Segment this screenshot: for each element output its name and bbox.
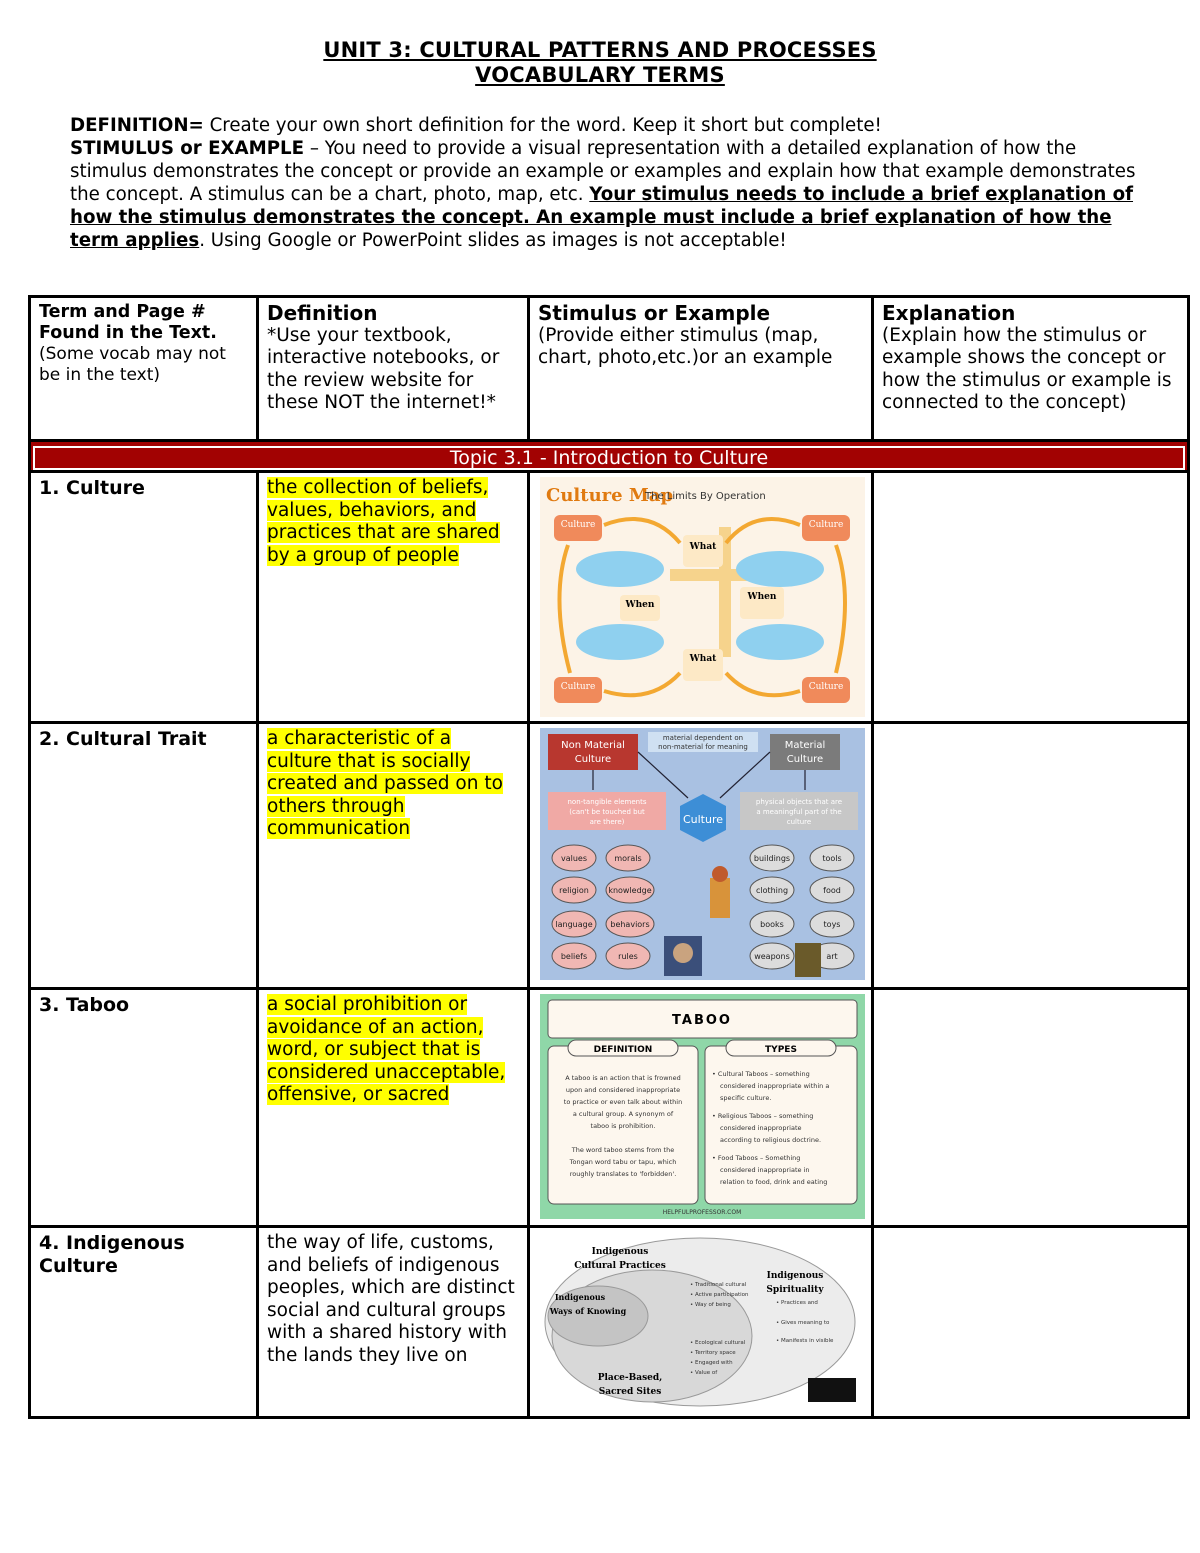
svg-text:• Way of being: • Way of being [690,1302,731,1308]
svg-text:Indigenous: Indigenous [766,1271,824,1281]
svg-text:• Value of: • Value of [690,1370,718,1376]
header-definition-note: *Use your textbook, interactive notebooks, or the review website for these NOT the internet!* [267,324,500,414]
svg-text:• Traditional cultural: • Traditional cultural [690,1282,747,1288]
header-explanation-title: Explanation [882,301,1016,325]
header-stimulus-cell [529,297,873,441]
svg-text:HELPFULPROFESSOR.COM: HELPFULPROFESSOR.COM [662,1209,742,1216]
header-explanation-note: (Explain how the stimulus or example shows the concept or how the stimulus or example is connected to the concept) [882,324,1172,414]
svg-text:values: values [560,854,588,863]
term-label: 2. Cultural Trait [39,728,207,750]
svg-text:• Manifests in visible: • Manifests in visible [776,1338,834,1344]
svg-text:specific culture.: specific culture. [720,1094,772,1102]
definition-label: DEFINITION= [70,115,204,136]
svg-text:food: food [823,886,841,895]
svg-text:a cultural group. A synonym of: a cultural group. A synonym of [572,1110,674,1118]
svg-text:considered inappropriate in: considered inappropriate in [720,1166,810,1174]
svg-text:weapons: weapons [754,952,790,961]
svg-text:relation to food, drink and ea: relation to food, drink and eating [720,1178,828,1186]
svg-text:• Practices and: • Practices and [776,1300,818,1306]
svg-text:Sacred Sites: Sacred Sites [598,1387,662,1397]
svg-text:to practice or even talk about: to practice or even talk about within [563,1098,683,1106]
topic-banner: Topic 3.1 - Introduction to Culture [30,441,1189,472]
stimulus-cell [529,1227,873,1418]
definition-text: the collection of beliefs, values, behaviors, and practices that are shared by a group of people [267,477,500,566]
explanation-cell[interactable] [873,472,1189,723]
svg-text:Spirituality: Spirituality [766,1285,824,1295]
svg-text:Culture: Culture [560,520,596,530]
definition-cell [258,989,529,1227]
svg-text:The word taboo stems from the: The word taboo stems from the [571,1146,675,1154]
term-label: 4. Indigenous Culture [39,1232,185,1277]
svg-text:upon and considered inappropri: upon and considered inappropriate [565,1086,681,1094]
instructions [70,114,1140,252]
svg-text:physical objects that are: physical objects that are [755,798,843,806]
svg-text:Indigenous: Indigenous [554,1292,606,1302]
svg-text:Material: Material [784,740,826,751]
svg-text:DEFINITION: DEFINITION [593,1045,653,1055]
svg-text:roughly translates to 'forbidd: roughly translates to 'forbidden'. [569,1170,677,1178]
svg-text:• Active participation: • Active participation [690,1292,749,1298]
term-label: 1. Culture [39,477,145,499]
svg-text:Place-Based,: Place-Based, [597,1373,663,1383]
stimulus-requirement: Your stimulus needs to include a brief explanation of how the stimulus demonstrates the concept. An example must include a brief explanation of how the term applies [70,184,1134,251]
svg-text:What: What [689,542,717,552]
svg-text:toys: toys [823,920,841,929]
svg-text:non-material for meaning: non-material for meaning [658,743,748,751]
svg-text:Non Material: Non Material [561,740,625,751]
definition-text: a characteristic of a culture that is socially created and passed on to others through communication [267,728,503,840]
svg-text:Culture: Culture [808,520,844,530]
term-cell [30,1227,258,1418]
document-title: UNIT 3: CULTURAL PATTERNS AND PROCESSES [323,38,877,62]
svg-text:a meaningful part of the: a meaningful part of the [756,808,842,816]
document-subtitle: VOCABULARY TERMS [475,63,725,87]
explanation-cell[interactable] [873,989,1189,1227]
svg-text:books: books [760,920,784,929]
header-stimulus-title: Stimulus or Example [538,301,771,325]
svg-text:• Food Taboos – Something: • Food Taboos – Something [712,1154,801,1162]
svg-text:Culture: Culture [560,682,596,692]
svg-text:taboo is prohibition.: taboo is prohibition. [590,1122,656,1130]
svg-text:• Cultural Taboos – something: • Cultural Taboos – something [712,1070,810,1078]
svg-text:A taboo is an action that is f: A taboo is an action that is frowned [565,1074,681,1082]
term-label: 3. Taboo [39,994,130,1016]
header-term-cell [30,297,258,441]
svg-text:art: art [826,952,838,961]
table-row [30,723,1189,989]
taboo-card-image [540,994,865,1219]
stimulus-label: STIMULUS or EXAMPLE [70,138,305,159]
explanation-cell[interactable] [873,723,1189,989]
svg-text:clothing: clothing [755,886,789,895]
svg-text:tools: tools [822,854,842,863]
svg-text:culture: culture [786,818,812,826]
term-cell [30,723,258,989]
svg-text:morals: morals [614,854,642,863]
svg-text:Culture: Culture [786,754,824,765]
svg-text:non-tangible elements: non-tangible elements [567,798,647,806]
svg-text:When: When [747,592,777,602]
svg-text:knowledge: knowledge [608,886,652,895]
term-cell [30,989,258,1227]
term-cell [30,472,258,723]
svg-text:TABOO: TABOO [672,1013,732,1028]
explanation-cell[interactable] [873,1227,1189,1418]
stimulus-cell [529,723,873,989]
svg-text:behaviors: behaviors [610,920,650,929]
svg-text:language: language [555,920,593,929]
vocabulary-table [28,295,1190,1419]
svg-text:Indigenous: Indigenous [591,1247,649,1257]
header-definition-title: Definition [267,301,378,325]
svg-text:The Limits By Operation: The Limits By Operation [645,491,766,502]
svg-text:TYPES: TYPES [765,1045,797,1055]
header-definition-cell [258,297,529,441]
svg-text:rules: rules [618,952,638,961]
svg-text:beliefs: beliefs [560,952,588,961]
svg-text:Culture Map: Culture Map [546,485,674,506]
table-header-row [30,297,1189,441]
stimulus-cell [529,472,873,723]
table-row [30,989,1189,1227]
svg-text:buildings: buildings [753,854,791,863]
svg-text:Culture: Culture [574,754,612,765]
svg-text:considered inappropriate withi: considered inappropriate within a [720,1082,830,1090]
svg-text:religion: religion [559,886,589,895]
svg-text:according to religious doctrin: according to religious doctrine. [720,1136,822,1144]
svg-text:Culture: Culture [682,813,724,826]
header-stimulus-note: (Provide either stimulus (map, chart, photo,etc.)or an example [538,324,833,369]
table-row [30,472,1189,723]
svg-text:considered inappropriate: considered inappropriate [720,1124,802,1132]
cultural-trait-diagram [540,728,865,980]
svg-text:When: When [625,600,655,610]
svg-text:What: What [689,654,717,664]
definition-instruction: Create your own short definition for the word. Keep it short but complete! [203,115,882,136]
svg-text:• Ecological cultural: • Ecological cultural [690,1340,746,1346]
definition-cell [258,472,529,723]
indigenous-culture-diagram [540,1232,865,1410]
definition-text: a social prohibition or avoidance of an action, word, or subject that is considered unacceptable, offensive, or sacred [267,994,506,1106]
svg-text:material dependent on: material dependent on [662,734,744,742]
stimulus-instruction: – You need to provide a visual representation with a detailed explanation of how the stimulus demonstrates the concept or provide an example or examples and explain how that example demonstrates the concept. A stimulus can be a chart, photo, map, etc. [70,138,1136,205]
closing-instruction: . Using Google or PowerPoint slides as images is not acceptable! [199,230,787,251]
culture-map-image [540,477,865,717]
definition-cell [258,1227,529,1418]
svg-text:are there): are there) [589,818,625,826]
svg-text:Culture: Culture [808,682,844,692]
table-row [30,1227,1189,1418]
header-term-note: (Some vocab may not be in the text) [39,344,226,385]
svg-text:• Engaged with: • Engaged with [690,1360,733,1366]
definition-cell [258,723,529,989]
topic-row [30,441,1189,472]
svg-text:(can't be touched but: (can't be touched but [569,808,645,816]
svg-text:• Gives meaning to: • Gives meaning to [776,1320,830,1326]
header-explanation-cell [873,297,1189,441]
stimulus-cell [529,989,873,1227]
svg-text:• Religious Taboos – something: • Religious Taboos – something [712,1112,814,1120]
svg-text:Ways of Knowing: Ways of Knowing [549,1306,627,1316]
svg-text:Tongan word tabu or tapu, whic: Tongan word tabu or tapu, which [569,1158,677,1166]
svg-text:• Territory space: • Territory space [690,1350,736,1356]
header-term-title: Term and Page # Found in the Text. [39,302,217,343]
svg-text:Cultural Practices: Cultural Practices [574,1261,666,1271]
definition-text: the way of life, customs, and beliefs of indigenous peoples, which are distinct social and cultural groups with a shared history with the lands they live on [267,1232,515,1366]
